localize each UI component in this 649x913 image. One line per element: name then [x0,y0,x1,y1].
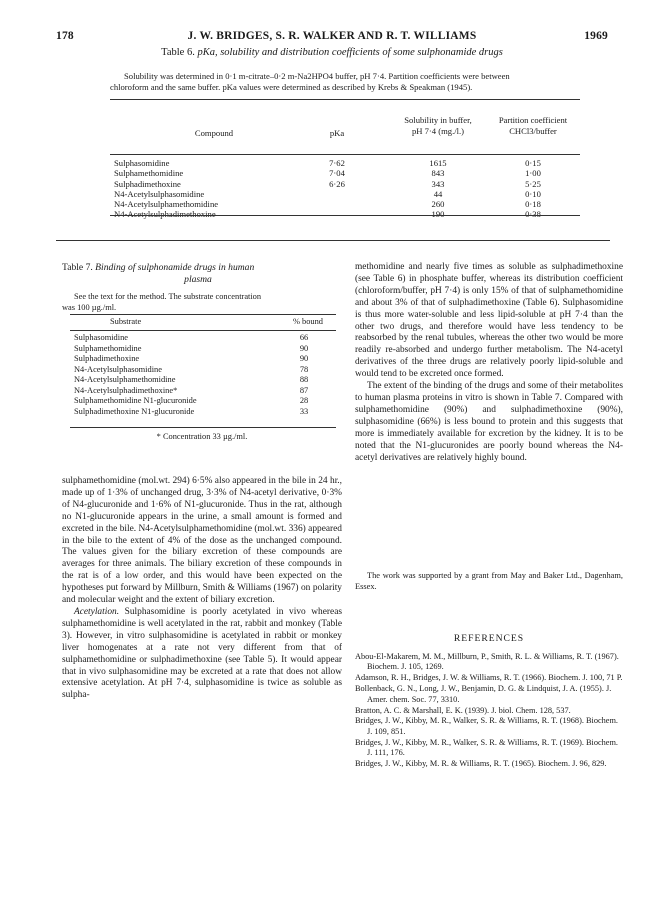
section-divider [56,240,610,241]
table6-cell-partition: 0·18 [525,199,541,210]
table6-cell-pka: 7·62 [329,158,345,168]
table6-cell-solubility: 44 [433,188,443,199]
table6-cell-compound: N4-Acetylsulphamethomidine [114,199,219,210]
table7-cell-substrate: N4-Acetylsulphasomidine [74,364,162,374]
table-row [74,354,336,365]
table7-cell-substrate: Sulphasomidine [74,333,128,342]
reference-item: Bollenback, G. N., Long, J. W., Benjamin, D. G. & Lindquist, J. A. (1955). J. Amer. chem. Soc. 77, 3310. [355,684,612,704]
references-heading: REFERENCES [453,633,525,644]
table7-header-bound: % bound [292,317,323,326]
table6-cell-partition: 0·38 [525,209,541,220]
table6-header-partition-line: Partition coefficient [498,115,568,125]
right-column-text [355,262,623,464]
table-row [74,396,336,407]
table6-cell-compound: Sulphasomidine [114,158,170,168]
table6-cell-partition: 5·25 [525,178,541,189]
table7-title: Binding of sulphonamide drugs in human [95,262,255,273]
table7-title-cont: plasma [184,274,212,285]
reference-item: Abou-El-Makarem, M. M., Millburn, P., Smith, R. L. & Williams, R. T. (1967). Biochem. J. 105, 1269. [355,652,619,672]
table-row [74,407,336,418]
table7-note-line: was 100 µg./ml. [62,302,117,312]
section-run-in-heading: Acetylation. [74,606,120,617]
table6-title: pKa, solubility and distribution coefficients of some sulphonamide drugs [197,47,503,58]
table-row [74,365,336,376]
table7-note [62,292,342,313]
page-number: 178 [56,30,74,42]
table6-header-rule [110,154,580,155]
table6-cell-solubility: 843 [431,168,445,179]
table7-header-substrate: Substrate [110,317,142,326]
table6-cell-partition: 0·15 [525,158,541,168]
table7-body [74,333,336,417]
table7-caption [62,262,334,286]
table6-cell-partition: 1·00 [525,168,541,179]
table7-cell-bound: 87 [299,385,309,395]
table6-note [110,71,580,93]
table7-cell-bound: 33 [299,406,309,416]
table6-top-rule [110,99,580,100]
table6-cell-solubility: 260 [431,199,445,210]
table7-cell-bound: 78 [299,364,309,374]
table7-cell-bound: 28 [299,396,309,405]
body-paragraph: sulphamethomidine (mol.wt. 294) 6·5% also appeared in the bile in 24 hr., made up of 1·3% of unchanged drug, 3·3% of N4-acetyl derivative, 0·3% of N4-glucuronide and 1·6% of N1-glucuronide. Thus in the rat, although no N1-glucuronide appears in the urine, a small amount is formed and excreted in the bile. N4-Acetylsulphamethomidine (mol.wt. 336) appeared in the bile to the extent of 4% of the dose as the unchanged compound. The values given for the biliary excretion of these compounds are averages for three animals. The biliary excretion of these compounds in the rat is of a low order, and this would have been expected on the hypotheses put forward by Millburn, Smith & Williams (1967) on polarity and molecular weight and the extent of biliary excretion. [62,476,342,606]
body-paragraph: methomidine and nearly five times as soluble as sulphadimethoxine (see Table 6) in phosphate buffer, whereas its distribution coefficient (chloroform/buffer, pH 7·4) is only 15% of that of sulphamethomidine and about 3% of that of sulphadimethoxine (Table 6). Sulphasomidine is thus more water-soluble and less lipid-soluble at pH 7·4 than the other two drugs, and therefore would have less tendency to be reabsorbed by the renal tubules, whereas the other two would be more readily re-absorbed and undergo further metabolism. The N4-acetyl derivatives of the three drugs are relatively poorly lipid-soluble and would tend to be excreted once formed. [355,262,623,380]
table7-note-line: See the text for the method. The substrate concentration [74,292,262,301]
running-title: J. W. BRIDGES, S. R. WALKER AND R. T. WILLIAMS [187,30,477,42]
table6-label: Table 6. [161,47,195,58]
body-paragraph-text: Sulphasomidine is poorly acetylated in vivo whereas sulphamethomidine is well acetylated in the rat, rabbit and monkey (Table 3). However, in vitro sulphasomidine is acetylated in rabbit or monkey liver homogenates at a rate not very different from that of sulphamethomidine or sulphadimethoxine (see Table 5). It would appear that in vivo sulphasomidine may be excreted at a rate that does not allow extensive acetylation. At pH 7·4, sulphasomidine is twice as soluble as sulpha- [62,606,342,701]
table6-cell-compound: Sulphamethomidine [114,168,184,179]
table7-cell-bound: 90 [299,343,309,353]
running-header [56,30,608,46]
table6-header-solubility-line: pH 7·4 (mg./l.) [411,126,465,136]
table7-cell-substrate: N4-Acetylsulphamethomidine [74,375,176,384]
table-row [74,333,336,344]
table6-cell-solubility: 343 [431,178,445,189]
references-list [355,652,623,770]
table6-header-solubility-line: Solubility in buffer, [404,115,472,125]
table6-header-compound: Compound [194,128,234,138]
table6-header-partition [478,115,588,137]
reference-item: Bridges, J. W., Kibby, M. R. & Williams, R. T. (1965). Biochem. J. 96, 829. [355,759,607,769]
reference-item: Bridges, J. W., Kibby, M. R., Walker, S. R. & Williams, R. T. (1969). Biochem. J. 111, 176. [355,737,619,758]
table-row [110,168,580,178]
table7-label: Table 7. [62,262,93,273]
table6-cell-solubility: 190 [431,209,445,220]
table6-note-line: chloroform and the same buffer. pKa values were determined as described by Krebs & Speakman (1945). [110,82,473,92]
reference-item: Bridges, J. W., Kibby, M. R., Walker, S. R. & Williams, R. T. (1968). Biochem. J. 109, 851. [355,716,619,736]
body-paragraph: The extent of the binding of the drugs and some of their metabolites to human plasma proteins in vitro is shown in Table 7. Compared with sulphamethomidine (90%) and sulphadimethoxine (90%), sulphasomidine (66%) is less bound to protein and this suggests that more is immediately available for excretion by the kidney. It is to be noted that the N1-glucuronides are poorly bound whereas the N4-acetyl derivatives are relatively highly bound. [355,381,623,463]
table6-cell-pka: 7·04 [329,168,345,179]
table7-cell-substrate: Sulphamethomidine [74,343,142,353]
reference-item: Bratton, A. C. & Marshall, E. K. (1939). J. biol. Chem. 128, 537. [355,705,571,715]
table-row [74,375,336,386]
table7-cell-substrate: N4-Acetylsulphadimethoxine* [74,385,178,395]
table7-footnote: * Concentration 33 µg./ml. [156,432,248,441]
table-row [74,344,336,355]
table6-header-partition-line: CHCl3/buffer [509,126,557,136]
table7-cell-substrate: Sulphadimethoxine N1-glucuronide [74,406,195,416]
table6-body [110,158,580,220]
table6-cell-partition: 0·10 [525,188,541,199]
table6-header-pka: pKa [329,128,345,138]
table-row [110,189,580,199]
table6-note-line: Solubility was determined in 0·1 m-citrate–0·2 m-Na2HPO4 buffer, pH 7·4. Partition coefficients were between [124,71,510,81]
body-paragraph-acetylation [62,607,342,702]
reference-item: Adamson, R. H., Bridges, J. W. & Williams, R. T. (1966). Biochem. J. 100, 71 P. [355,673,623,683]
acknowledgement-text: The work was supported by a grant from May and Baker Ltd., Dagenham, Essex. [355,571,623,591]
table6-cell-compound: N4-Acetylsulphasomidine [114,188,205,199]
table-row [110,179,580,189]
table-row [110,199,580,209]
table7-cell-bound: 66 [299,333,309,342]
table7-cell-substrate: Sulphamethomidine N1-glucuronide [74,396,197,405]
table6-cell-pka: 6·26 [329,178,345,189]
table7-cell-bound: 88 [299,375,309,384]
table6-cell-compound: Sulphadimethoxine [114,178,181,189]
table7-bottom-rule [70,427,336,428]
table6-bottom-rule [110,215,580,216]
table-row [74,386,336,397]
left-column-text [62,476,342,702]
table6-cell-solubility: 1615 [429,158,447,168]
acknowledgement [355,570,623,592]
table7-cell-bound: 90 [299,354,309,363]
table7-top-rule [70,314,336,315]
table-row [110,158,580,168]
table6-cell-compound: N4-Acetylsulphadimethoxine [114,209,216,220]
table7-cell-substrate: Sulphadimethoxine [74,354,140,363]
table7-header-rule [70,330,336,331]
year: 1969 [584,30,608,42]
table6-caption [56,47,608,58]
